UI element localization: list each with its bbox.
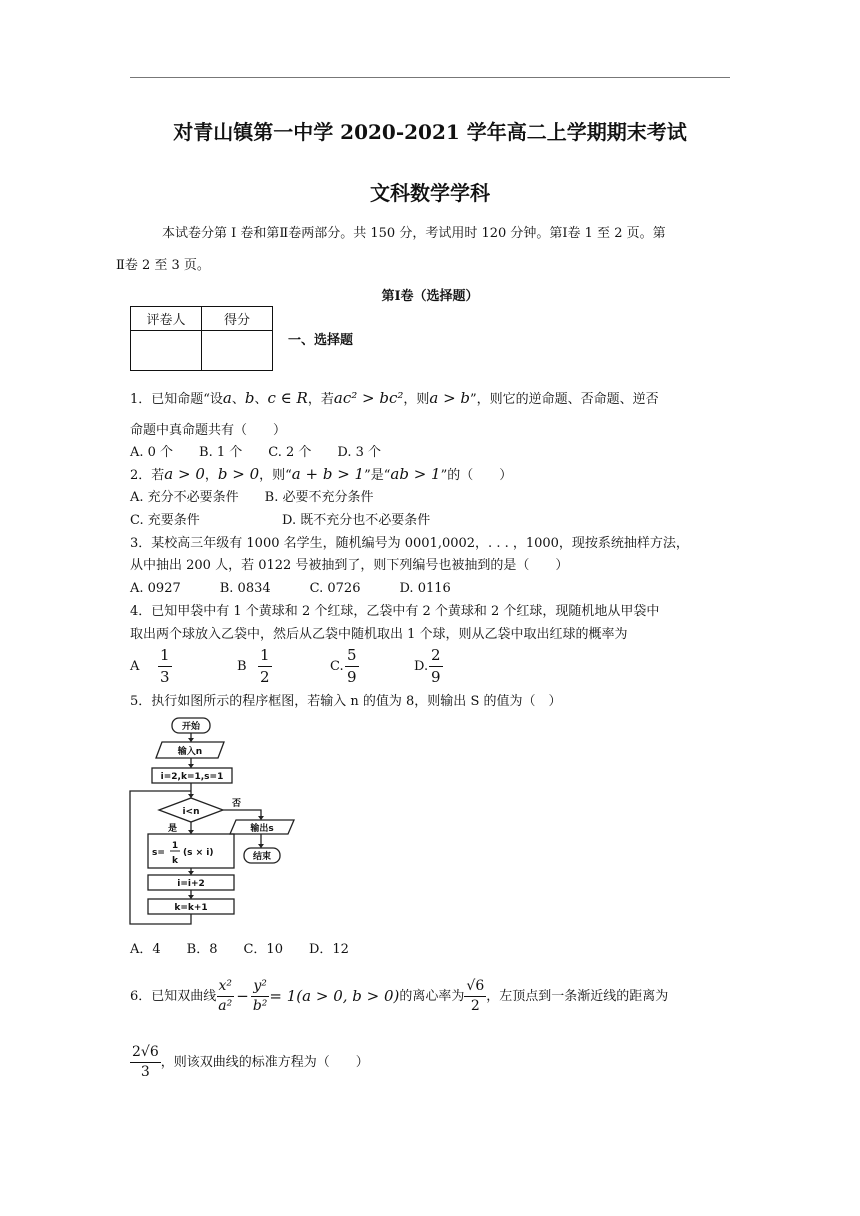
question-3-line-2: 从中抽出 200 人，若 0122 号被抽到了，则下列编号也被抽到的是（ ） <box>130 558 569 573</box>
grader-header: 评卷人 <box>131 307 202 331</box>
question-1-options: A. 0 个 B. 1 个 C. 2 个 D. 3 个 <box>130 445 382 460</box>
flow-step-s-rhs: (s × i) <box>183 848 214 858</box>
flow-end-text: 结束 <box>252 852 272 862</box>
score-cell <box>202 331 273 371</box>
grader-cell <box>131 331 202 371</box>
exam-subtitle: 文科数学学科 <box>370 181 490 205</box>
question-4-option-b-label: B <box>237 659 247 674</box>
flow-yes-label: 是 <box>168 824 178 834</box>
score-table <box>130 306 273 371</box>
question-2-line-1: 2．若a > 0，b > 0，则“a + b > 1”是“ab > 1”的（ ） <box>130 465 513 483</box>
part-title: 第Ⅰ卷（选择题） <box>381 289 479 304</box>
question-2-option-c: C. 充要条件 <box>130 513 200 528</box>
question-4-option-a-label: A <box>130 659 140 674</box>
flow-step-i-text: i=i+2 <box>177 879 205 889</box>
intro-line-2: Ⅱ卷 2 至 3 页。 <box>116 258 210 273</box>
section-title: 一、选择题 <box>288 333 354 348</box>
flow-no-label: 否 <box>232 799 242 809</box>
question-6-line-1: 6．已知双曲线 $\frac{\text{x²}}{\text{a²}}$ − $\frac{\text{y²}}{\text{b²}}$ = 1 (a > 0, b > 0) 的离心率为 $\frac{√6}{2}$ ，左顶点到一条渐近线的距离为 <box>130 978 669 1015</box>
flow-step-s-num: 1 <box>171 841 179 851</box>
question-5-line-1: 5．执行如图所示的程序框图，若输入 n 的值为 8，则输出 S 的值为（ ） <box>130 694 562 709</box>
flow-input-text: 输入n <box>177 747 203 757</box>
flow-start-text: 开始 <box>181 722 201 732</box>
score-header: 得分 <box>202 307 273 331</box>
flow-step-s-lhs: s= <box>152 848 165 858</box>
program-flowchart <box>128 714 298 929</box>
question-4-option-a-fraction: $\frac{1}{3}$ <box>160 646 170 686</box>
exam-title: 对青山镇第一中学 2020-2021 学年高二上学期期末考试 <box>173 120 687 144</box>
question-4-option-c-fraction: $\frac{5}{9}$ <box>347 646 357 686</box>
header-rule <box>130 77 730 78</box>
flow-init-text: i=2,k=1,s=1 <box>160 772 224 782</box>
question-3-options: A. 0927 B. 0834 C. 0726 D. 0116 <box>130 581 451 596</box>
flow-output-text: 输出s <box>250 824 274 834</box>
question-4-option-b-fraction: $\frac{1}{2}$ <box>260 646 270 686</box>
question-3-line-1: 3．某校高三年级有 1000 名学生，随机编号为 0001,0002，. . . ，1000，现按系统抽样方法， <box>130 536 689 551</box>
question-5-options: A．4 B．8 C．10 D．12 <box>130 942 349 957</box>
question-6-line-2: $\frac{2√6}{3}$ ，则该双曲线的标准方程为（ ） <box>132 1044 369 1081</box>
question-2-options-ab: A. 充分不必要条件 B. 必要不充分条件 <box>130 490 374 505</box>
flow-cond-text: i<n <box>182 807 200 817</box>
question-4-option-d-fraction: $\frac{2}{9}$ <box>431 646 441 686</box>
flow-step-s-den: k <box>172 856 178 866</box>
question-4-option-c-label: C. <box>330 659 344 674</box>
question-1-line-1: 1．已知命题“设a、b、c ∈ R，若ac² > bc²，则a > b”，则它的逆命题、否命题、逆否 <box>130 389 659 407</box>
intro-line-1: 本试卷分第 Ⅰ 卷和第Ⅱ卷两部分。共 150 分，考试用时 120 分钟。第Ⅰ卷 1 至 2 页。第 <box>162 226 666 241</box>
question-1-line-2: 命题中真命题共有（ ） <box>130 423 287 438</box>
flow-step-k-text: k=k+1 <box>174 903 208 913</box>
question-4-line-1: 4．已知甲袋中有 1 个黄球和 2 个红球，乙袋中有 2 个黄球和 2 个红球，现随机地从甲袋中 <box>130 604 660 619</box>
question-4-line-2: 取出两个球放入乙袋中，然后从乙袋中随机取出 1 个球，则从乙袋中取出红球的概率为 <box>130 627 628 642</box>
question-2-option-d: D. 既不充分也不必要条件 <box>282 513 431 528</box>
question-4-option-d-label: D. <box>414 659 429 674</box>
